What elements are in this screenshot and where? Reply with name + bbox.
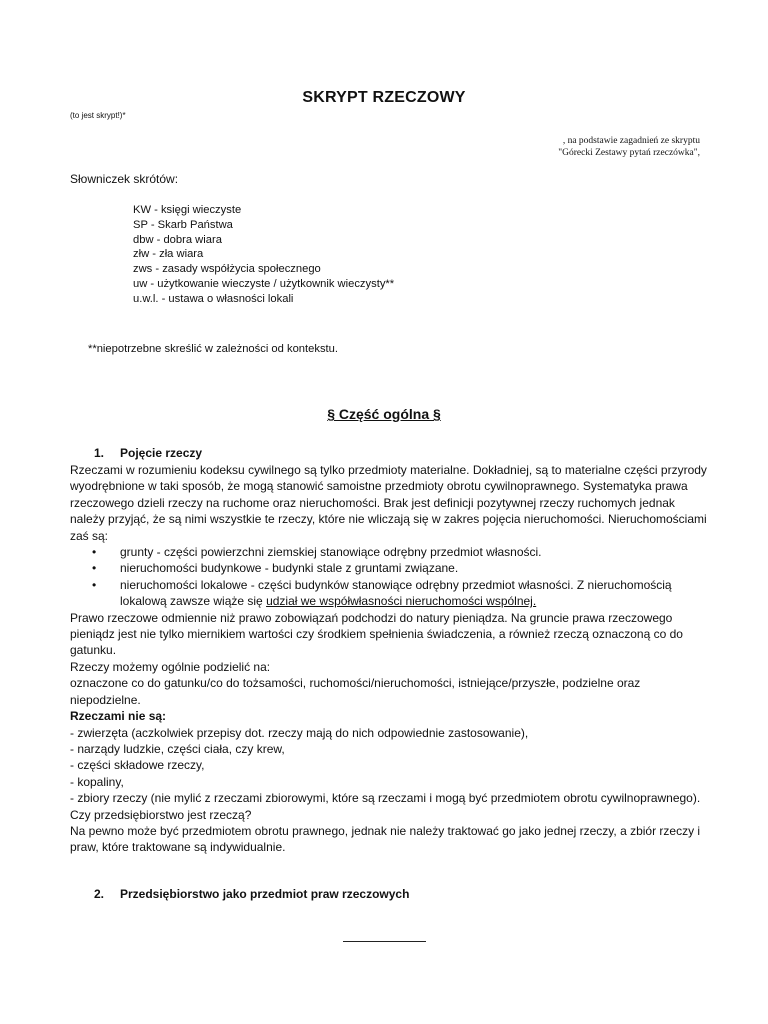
paragraph-money: Prawo rzeczowe odmiennie niż prawo zobowiązań podchodzi do natury pieniądza. Na gruncie prawa rzeczowego pieniądz jest nie tylko miernikiem wartości czy środkiem spełnienia świadczenia, a również rzeczą oznaczoną co do gatunku. xyxy=(70,610,683,658)
bullet-icon: • xyxy=(92,577,97,592)
list-item xyxy=(70,577,710,610)
not-things-item: - kopaliny, xyxy=(70,774,124,789)
heading-text: Przedsiębiorstwo jako przedmiot praw rzeczowych xyxy=(120,887,410,901)
glossary-item: KW - księgi wieczyste xyxy=(133,204,242,216)
not-things-item: - zwierzęta (aczkolwiek przepisy dot. rzeczy mają do nich odpowiednie zastosowanie), xyxy=(70,725,529,740)
footnote: **niepotrzebne skreślić w zależności od kontekstu. xyxy=(88,343,338,355)
list-item-text: nieruchomości lokalowe - części budynków stanowiące odrębny przedmiot własności. Z nieruchomością lokalową zawsze wiąże się xyxy=(120,577,672,609)
heading-number: 1. xyxy=(94,446,105,460)
list-item xyxy=(70,560,710,576)
glossary-heading: Słowniczek skrótów: xyxy=(70,172,179,186)
heading-pojecie-rzeczy xyxy=(94,446,202,460)
list-item-text: nieruchomości budynkowe - budynki stale z gruntami związane. xyxy=(120,561,459,576)
glossary-item: u.w.l. - ustawa o własności lokali xyxy=(133,292,294,305)
list-item xyxy=(70,544,710,560)
glossary-item: dbw - dobra wiara xyxy=(133,233,222,246)
not-things-item: - narządy ludzkie, części ciała, czy krew, xyxy=(70,741,285,756)
underlined-text: udział we współwłasności nieruchomości wspólnej. xyxy=(266,594,537,609)
glossary-list xyxy=(133,203,394,307)
list-item-text: grunty - części powierzchni ziemskiej stanowiące odrębny przedmiot własności. xyxy=(120,545,542,560)
section-body xyxy=(70,462,710,856)
not-things-heading: Rzeczami nie są: xyxy=(70,709,167,724)
glossary-item: SP - Skarb Państwa xyxy=(133,218,233,231)
bullet-icon: • xyxy=(92,561,97,576)
title-note: (to jest skrypt!)* xyxy=(70,111,126,120)
source-attribution xyxy=(440,135,700,159)
source-line-2: "Górecki Zestawy pytań rzeczówka", xyxy=(558,148,700,158)
section-heading: § Część ogólna § xyxy=(327,406,441,422)
paragraph-definition: Rzeczami w rozumieniu kodeksu cywilnego są tylko przedmioty materialne. Dokładniej, są to materialne części przyrody wyodrębnione w taki sposób, że mogą stanowić samoistne przedmioty obrotu cywilnoprawnego. Systematyka prawa rzeczowego dzieli rzeczy na ruchome oraz nieruchomości. Brak jest definicji pozytywnej rzeczy ruchomych jednak należy przyjąć, że są nimi wszystkie te rzeczy, które nie wliczają się w zakres pojęcia nieruchomości. Nieruchomościami zaś są: xyxy=(70,463,707,543)
heading-number: 2. xyxy=(94,887,105,901)
answer: Na pewno może być przedmiotem obrotu prawnego, jednak nie należy traktować go jako jednej rzeczy, a zbiór rzeczy i praw, które traktowane są indywidualnie. xyxy=(70,823,701,855)
glossary-item: zws - zasady współżycia społecznego xyxy=(133,263,321,276)
glossary-item: złw - zła wiara xyxy=(133,248,204,261)
glossary-item: uw - użytkowanie wieczyste / użytkownik wieczysty** xyxy=(133,277,395,290)
page-divider xyxy=(343,941,426,942)
paragraph-division-intro: Rzeczy możemy ogólnie podzielić na: xyxy=(70,659,271,674)
document-title: SKRYPT RZECZOWY xyxy=(302,89,466,106)
real-estate-list xyxy=(70,544,710,610)
source-line-1: , na podstawie zagadnień ze skryptu xyxy=(562,136,700,146)
bullet-icon: • xyxy=(92,545,97,560)
heading-text: Pojęcie rzeczy xyxy=(120,446,203,460)
paragraph-division: oznaczone co do gatunku/co do tożsamości, ruchomości/nieruchomości, istniejące/przyszłe, podzielne oraz niepodzielne. xyxy=(70,676,641,707)
heading-przedsiebiorstwo xyxy=(94,887,409,901)
not-things-item: - części składowe rzeczy, xyxy=(70,758,205,773)
not-things-item: - zbiory rzeczy (nie mylić z rzeczami zbiorowymi, które są rzeczami i mogą być przedmiotem obrotu cywilnoprawnego). xyxy=(70,791,701,806)
question: Czy przedsiębiorstwo jest rzeczą? xyxy=(70,807,252,822)
